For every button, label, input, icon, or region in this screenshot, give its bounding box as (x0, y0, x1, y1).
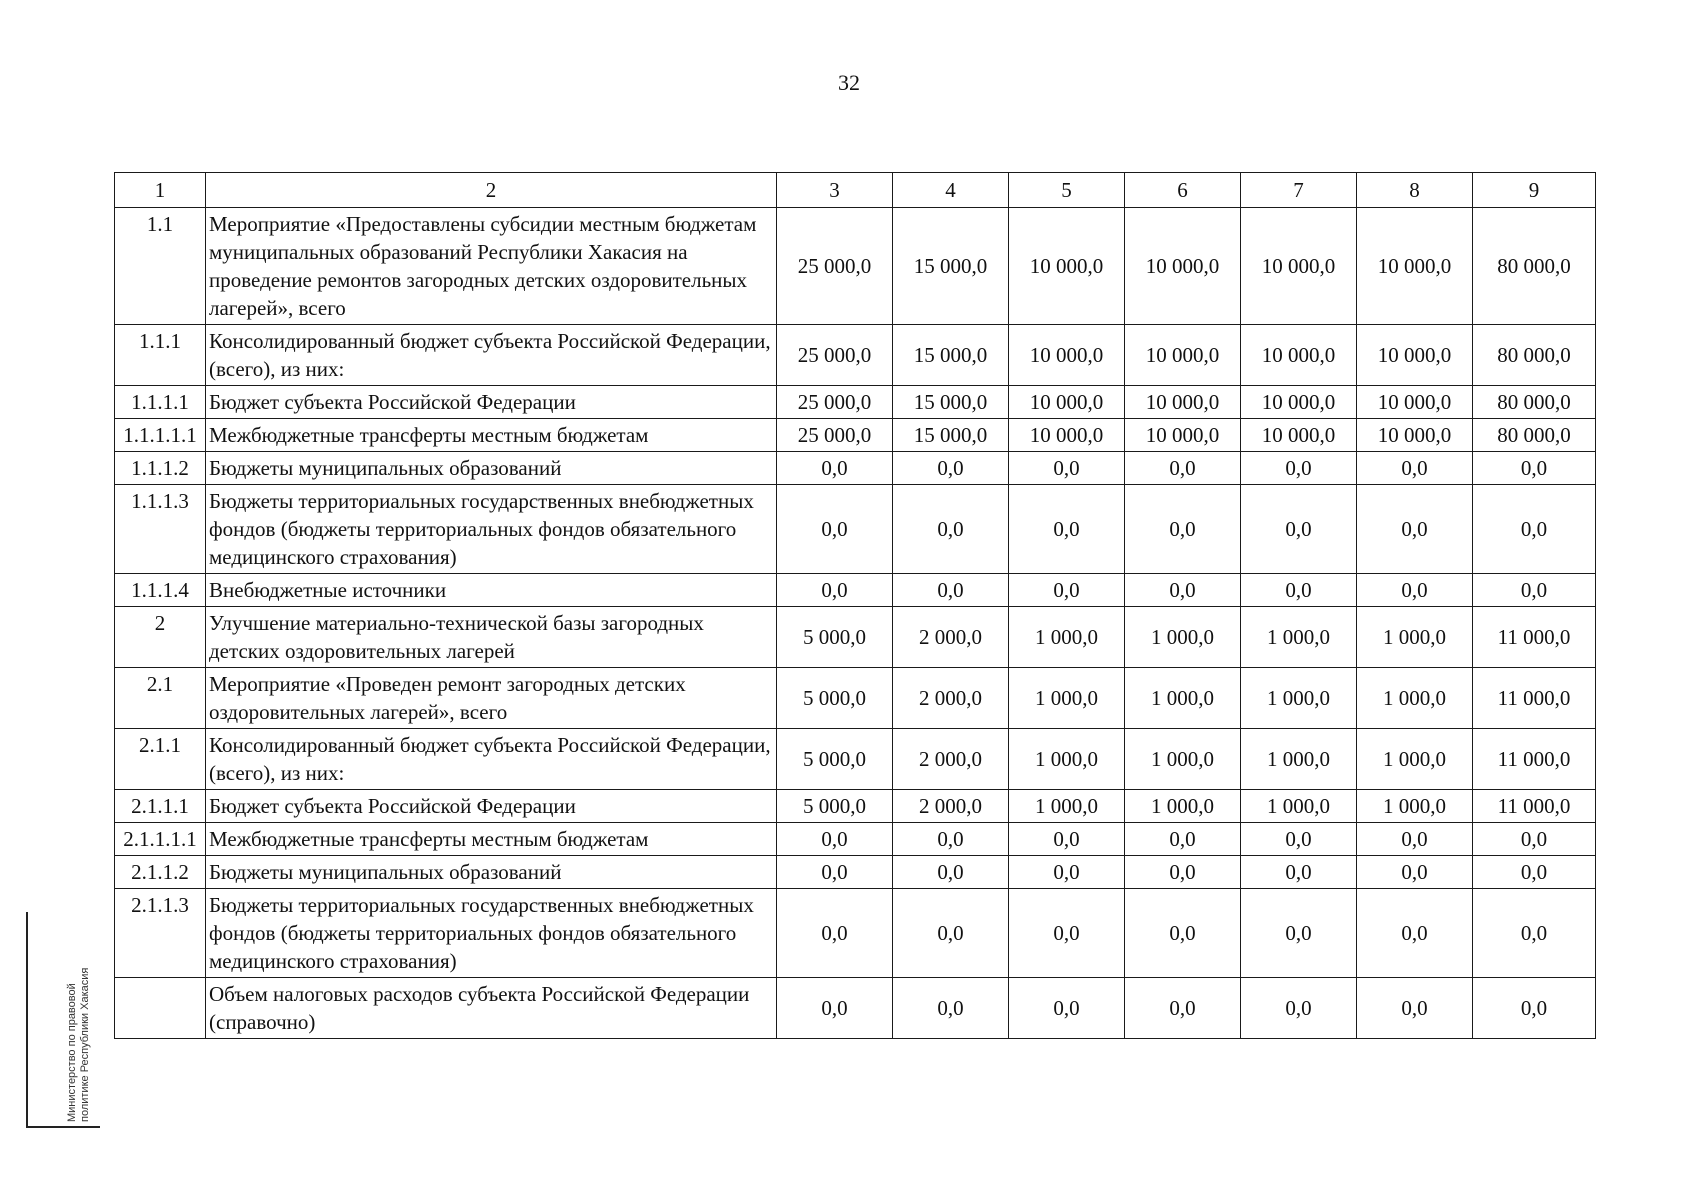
table-row (115, 386, 1596, 419)
row-value: 1 000,0 (1241, 790, 1357, 823)
row-value: 1 000,0 (1241, 607, 1357, 668)
row-code: 2.1.1.3 (115, 889, 206, 978)
table-row (115, 419, 1596, 452)
row-value: 0,0 (777, 823, 893, 856)
row-value: 0,0 (777, 978, 893, 1039)
row-value: 1 000,0 (1009, 607, 1125, 668)
row-value: 25 000,0 (777, 419, 893, 452)
row-value: 0,0 (777, 485, 893, 574)
table-body (115, 173, 1596, 1039)
column-header: 3 (777, 173, 893, 208)
row-value: 0,0 (893, 485, 1009, 574)
row-value: 11 000,0 (1473, 790, 1596, 823)
row-name: Межбюджетные трансферты местным бюджетам (206, 419, 777, 452)
row-value: 11 000,0 (1473, 607, 1596, 668)
row-name: Бюджеты муниципальных образований (206, 452, 777, 485)
column-header: 9 (1473, 173, 1596, 208)
row-name: Объем налоговых расходов субъекта Российской Федерации (справочно) (206, 978, 777, 1039)
row-name: Консолидированный бюджет субъекта Российской Федерации, (всего), из них: (206, 729, 777, 790)
budget-table (114, 172, 1596, 1039)
row-value: 0,0 (1241, 485, 1357, 574)
row-value: 0,0 (1009, 823, 1125, 856)
row-value: 0,0 (1125, 889, 1241, 978)
row-value: 1 000,0 (1241, 668, 1357, 729)
table-row (115, 823, 1596, 856)
row-value: 1 000,0 (1357, 607, 1473, 668)
column-header: 7 (1241, 173, 1357, 208)
row-value: 0,0 (1357, 574, 1473, 607)
row-code: 2.1.1.1.1 (115, 823, 206, 856)
row-value: 0,0 (1009, 978, 1125, 1039)
row-code: 2.1 (115, 668, 206, 729)
table-row (115, 574, 1596, 607)
row-value: 1 000,0 (1009, 668, 1125, 729)
row-value: 15 000,0 (893, 208, 1009, 325)
row-value: 0,0 (1241, 856, 1357, 889)
row-name: Бюджеты муниципальных образований (206, 856, 777, 889)
row-value: 0,0 (893, 574, 1009, 607)
row-value: 10 000,0 (1125, 386, 1241, 419)
row-value: 1 000,0 (1009, 790, 1125, 823)
row-value: 80 000,0 (1473, 419, 1596, 452)
column-header: 6 (1125, 173, 1241, 208)
row-value: 10 000,0 (1241, 208, 1357, 325)
table-row (115, 978, 1596, 1039)
row-value: 0,0 (893, 889, 1009, 978)
row-value: 1 000,0 (1125, 668, 1241, 729)
stamp-line: Министерство по правовой (66, 983, 78, 1122)
row-value: 25 000,0 (777, 208, 893, 325)
row-code: 1.1.1.1.1 (115, 419, 206, 452)
row-value: 15 000,0 (893, 386, 1009, 419)
row-value: 80 000,0 (1473, 386, 1596, 419)
registration-stamp (26, 912, 100, 1128)
row-name: Бюджет субъекта Российской Федерации (206, 790, 777, 823)
row-value: 0,0 (1009, 574, 1125, 607)
row-value: 10 000,0 (1241, 325, 1357, 386)
row-value: 2 000,0 (893, 729, 1009, 790)
row-value: 10 000,0 (1009, 208, 1125, 325)
row-value: 0,0 (1473, 978, 1596, 1039)
row-value: 0,0 (1357, 485, 1473, 574)
row-code: 1.1 (115, 208, 206, 325)
stamp-text (66, 912, 92, 1122)
row-value: 5 000,0 (777, 607, 893, 668)
row-name: Бюджет субъекта Российской Федерации (206, 386, 777, 419)
table-row (115, 208, 1596, 325)
row-value: 0,0 (893, 856, 1009, 889)
row-value: 1 000,0 (1241, 729, 1357, 790)
row-name: Внебюджетные источники (206, 574, 777, 607)
row-value: 1 000,0 (1357, 668, 1473, 729)
row-value: 80 000,0 (1473, 208, 1596, 325)
row-value: 11 000,0 (1473, 668, 1596, 729)
row-code: 2.1.1.1 (115, 790, 206, 823)
row-value: 0,0 (1125, 452, 1241, 485)
column-header: 2 (206, 173, 777, 208)
row-value: 0,0 (1473, 574, 1596, 607)
row-value: 0,0 (1357, 889, 1473, 978)
row-code: 2 (115, 607, 206, 668)
row-value: 10 000,0 (1125, 419, 1241, 452)
row-value: 10 000,0 (1009, 325, 1125, 386)
row-code: 1.1.1.4 (115, 574, 206, 607)
row-code: 2.1.1.2 (115, 856, 206, 889)
row-value: 0,0 (1473, 452, 1596, 485)
row-value: 1 000,0 (1357, 790, 1473, 823)
row-value: 0,0 (1241, 978, 1357, 1039)
row-value: 80 000,0 (1473, 325, 1596, 386)
row-value: 1 000,0 (1125, 790, 1241, 823)
row-value: 10 000,0 (1125, 325, 1241, 386)
stamp-line: политике Республики Хакасия (79, 967, 91, 1122)
row-name: Бюджеты территориальных государственных внебюджетных фондов (бюджеты территориальных фондов обязательного медицинского страхования) (206, 889, 777, 978)
table-row (115, 607, 1596, 668)
row-value: 10 000,0 (1357, 208, 1473, 325)
row-name: Мероприятие «Предоставлены субсидии местным бюджетам муниципальных образований Республики Хакасия на проведение ремонтов загородных детских оздоровительных лагерей», всего (206, 208, 777, 325)
row-value: 2 000,0 (893, 607, 1009, 668)
row-value: 5 000,0 (777, 668, 893, 729)
row-value: 10 000,0 (1357, 419, 1473, 452)
row-value: 10 000,0 (1241, 386, 1357, 419)
row-value: 0,0 (1125, 485, 1241, 574)
row-value: 2 000,0 (893, 668, 1009, 729)
row-value: 0,0 (1009, 889, 1125, 978)
table-row (115, 889, 1596, 978)
row-value: 0,0 (777, 889, 893, 978)
row-value: 15 000,0 (893, 325, 1009, 386)
row-value: 0,0 (1125, 823, 1241, 856)
row-value: 1 000,0 (1125, 607, 1241, 668)
row-value: 25 000,0 (777, 386, 893, 419)
column-header: 5 (1009, 173, 1125, 208)
table-row (115, 325, 1596, 386)
column-header: 4 (893, 173, 1009, 208)
table-header-row (115, 173, 1596, 208)
row-value: 1 000,0 (1357, 729, 1473, 790)
row-value: 0,0 (893, 823, 1009, 856)
row-value: 0,0 (1473, 485, 1596, 574)
row-value: 0,0 (1357, 452, 1473, 485)
table-row (115, 729, 1596, 790)
row-code: 1.1.1.2 (115, 452, 206, 485)
row-value: 0,0 (1125, 856, 1241, 889)
row-value: 15 000,0 (893, 419, 1009, 452)
table-row (115, 485, 1596, 574)
row-code: 1.1.1.1 (115, 386, 206, 419)
row-value: 0,0 (1241, 574, 1357, 607)
row-value: 1 000,0 (1009, 729, 1125, 790)
table-row (115, 790, 1596, 823)
row-name: Мероприятие «Проведен ремонт загородных детских оздоровительных лагерей», всего (206, 668, 777, 729)
table-row (115, 452, 1596, 485)
row-name: Консолидированный бюджет субъекта Российской Федерации, (всего), из них: (206, 325, 777, 386)
table-row (115, 856, 1596, 889)
row-name: Межбюджетные трансферты местным бюджетам (206, 823, 777, 856)
row-value: 5 000,0 (777, 729, 893, 790)
row-value: 0,0 (1241, 452, 1357, 485)
row-value: 0,0 (1009, 485, 1125, 574)
row-code: 2.1.1 (115, 729, 206, 790)
row-value: 0,0 (1009, 856, 1125, 889)
column-header: 8 (1357, 173, 1473, 208)
row-value: 0,0 (1473, 823, 1596, 856)
row-name: Улучшение материально-технической базы загородных детских оздоровительных лагерей (206, 607, 777, 668)
row-value: 11 000,0 (1473, 729, 1596, 790)
row-code (115, 978, 206, 1039)
row-value: 0,0 (893, 452, 1009, 485)
row-value: 10 000,0 (1125, 208, 1241, 325)
row-value: 0,0 (1357, 823, 1473, 856)
row-code: 1.1.1 (115, 325, 206, 386)
row-value: 0,0 (777, 856, 893, 889)
row-value: 0,0 (893, 978, 1009, 1039)
row-value: 0,0 (1125, 978, 1241, 1039)
row-name: Бюджеты территориальных государственных внебюджетных фондов (бюджеты территориальных фондов обязательного медицинского страхования) (206, 485, 777, 574)
row-value: 10 000,0 (1009, 386, 1125, 419)
column-header: 1 (115, 173, 206, 208)
row-value: 0,0 (777, 574, 893, 607)
row-value: 0,0 (1473, 856, 1596, 889)
row-value: 2 000,0 (893, 790, 1009, 823)
page-number: 32 (838, 70, 860, 95)
row-value: 0,0 (1009, 452, 1125, 485)
row-value: 5 000,0 (777, 790, 893, 823)
row-value: 0,0 (1473, 889, 1596, 978)
row-value: 10 000,0 (1357, 386, 1473, 419)
row-value: 0,0 (777, 452, 893, 485)
row-value: 0,0 (1357, 856, 1473, 889)
row-value: 10 000,0 (1241, 419, 1357, 452)
row-value: 0,0 (1125, 574, 1241, 607)
row-value: 0,0 (1241, 823, 1357, 856)
row-code: 1.1.1.3 (115, 485, 206, 574)
row-value: 10 000,0 (1009, 419, 1125, 452)
row-value: 0,0 (1241, 889, 1357, 978)
row-value: 0,0 (1357, 978, 1473, 1039)
table-row (115, 668, 1596, 729)
row-value: 25 000,0 (777, 325, 893, 386)
row-value: 1 000,0 (1125, 729, 1241, 790)
row-value: 10 000,0 (1357, 325, 1473, 386)
